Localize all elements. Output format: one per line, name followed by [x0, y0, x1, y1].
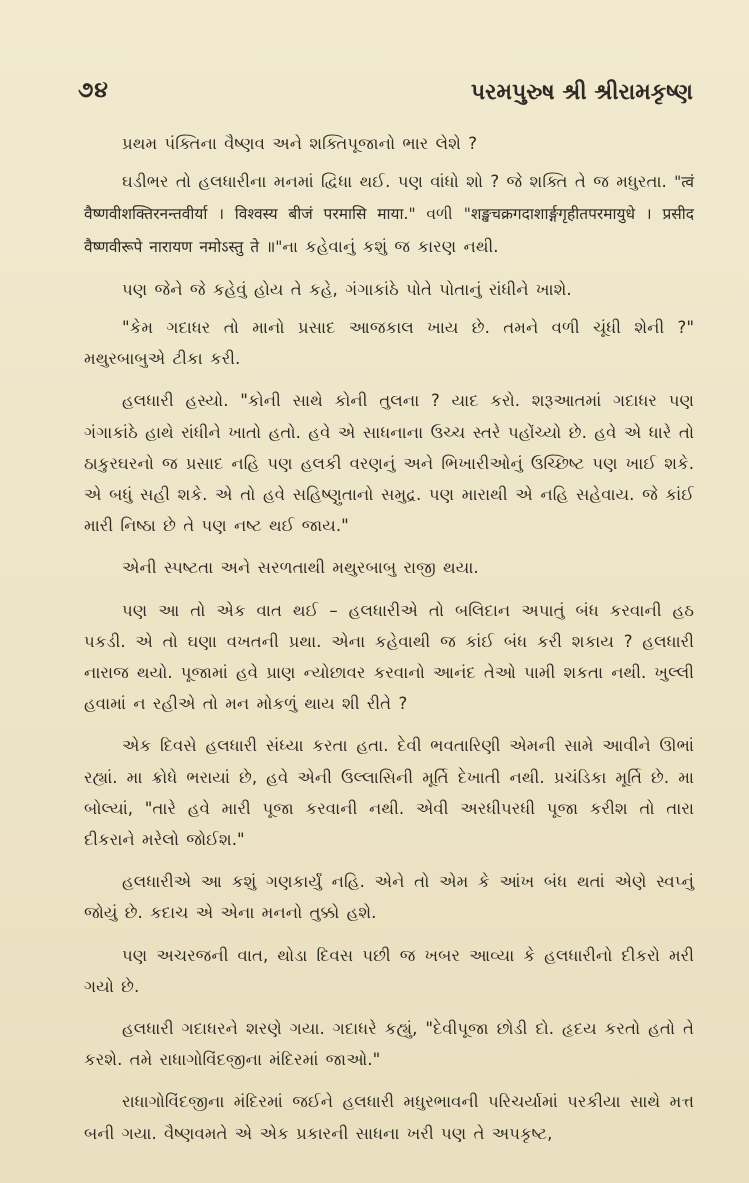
paragraph: પણ અચરજની વાત, થોડા દિવસ પછી જ ખબર આવ્યા કે હલધારીનો દીકરો મરી ગયો છે.: [84, 945, 694, 996]
page-number: ૭૪: [78, 78, 109, 103]
paragraph: પણ જેને જે કહેવું હોય તે કહે, ગંગાકાંઠે પોતે પોતાનું રાંધીને ખાશે.: [122, 279, 572, 299]
paragraph: "કેમ ગદાધર તો માનો પ્રસાદ આજકાલ ખાય છે. તમને વળી ચૂંધી શેની ?" મથુરબાબુએ ટીકા કરી.: [84, 318, 694, 369]
paragraph-text: ઘડીભર તો હલધારીના મનમાં દ્વિધા થઈ. પણ વાંધો શો ? જે શક્તિ તે જ મધુરતા.: [122, 172, 667, 192]
paragraph: એક દિવસે હલધારી સંધ્યા કરતા હતા. દેવી ભવતારિણી એમની સામે આવીને ઊભાં રહ્યાં. મા ક્રોધે ભરાયાં છે, હવે એની ઉલ્લાસિની મૂર્તિ દેખાતી નથી. પ્રચંડિકા મૂર્તિ છે. મા બોલ્યાં, "તારે હવે મારી પૂજા કરવાની નથી. એવી અરધીપરધી પૂજા કરીશ તો તારા દીકરાને મરેલો જોઈશ.": [84, 736, 694, 850]
paragraph: પ્રથમ પંક્તિના વૈષ્ણવ અને શક્તિપૂજાનો ભાર લેશે ?: [122, 134, 478, 153]
paragraph: એની સ્પષ્ટતા અને સરળતાથી મથુરબાબુ રાજી થયા.: [122, 558, 479, 578]
paragraph: હલધારી હસ્યો. "કોની સાથે કોની તુલના ? યાદ કરો. શરૂઆતમાં ગદાધર પણ ગંગાકાંઠે હાથે રાંધીને ખાતો હતો. હવે એ સાધનાના ઉચ્ચ સ્તરે પહોંચ્યો છે. હવે એ ધારે તો ઠાકુરઘરનો જ પ્રસાદ નહિ પણ હલકી વરણનું અને ભિખારીઓનું ઉચ્છિષ્ટ પણ ખાઈ શકે. એ બધું સહી શકે. એ તો હવે સહિષ્ણુતાનો સમુદ્ર. પણ મારાથી એ નહિ સહેવાય. જે કાંઈ મારી નિષ્ઠા છે તે પણ નષ્ટ થઈ જાય.": [84, 391, 694, 536]
paragraph-text: કહેવાનું કશું જ કારણ નથી.: [305, 236, 499, 256]
sanskrit-hymn-line: "शङ्खचक्रगदाशार्ङ्गगृहीतपरमायुधे । प्रसीद वैष्णवीरूपे नारायण नमोऽस्तु ते ॥"ના: [84, 205, 695, 256]
paragraph: હલધારીએ આ કશું ગણકાર્યું નહિ. એને તો એમ કે આંખ બંધ થતાં એણે સ્વપ્નું જોયું છે. કદાચ એ એના મનનો તુક્કો હશે.: [84, 872, 694, 923]
paragraph: પણ આ તો એક વાત થઈ – હલધારીએ તો બલિદાન અપાતું બંધ કરવાની હઠ પકડી. એ તો ઘણા વખતની પ્રથા. એના કહેવાથી જ કાંઈ બંધ કરી શકાય ? હલધારી નારાજ થયો. પૂજામાં હવે પ્રાણ ન્યોછાવર કરવાનો આનંદ તેઓ પામી શકતા નથી. ખુલ્લી હવામાં ન રહીએ તો મન મોકળું થાય શી રીતે ?: [84, 600, 694, 714]
paragraph-with-hymn: [84, 166, 694, 263]
paragraph: રાધાગોવિંદજીના મંદિરમાં જઈને હલધારી મધુરભાવની પરિચર્યામાં પરકીયા સાથે મત્ત બની ગયા. વૈષ્ણવમતે એ એક પ્રકારની સાધના ખરી પણ તે અપકૃષ્ટ,: [84, 1092, 694, 1143]
paragraph: હલધારી ગદાધરને શરણે ગયા. ગદાધરે કહ્યું, "દેવીપૂજા છોડી દો. હૃદય કરતો હતો તે કરશે. તમે રાધાગોવિંદજીના મંદિરમાં જાઓ.": [84, 1019, 694, 1070]
running-head: પરમપુરુષ શ્રી શ્રીરામકૃષ્ણ: [470, 80, 693, 105]
page-body: [84, 128, 694, 1160]
sanskrit-hymn-line: "त्वं वैष्णवीशक्तिरनन्तवीर्या । विश्वस्य बीजं परमासि माया." વળી: [84, 173, 694, 224]
